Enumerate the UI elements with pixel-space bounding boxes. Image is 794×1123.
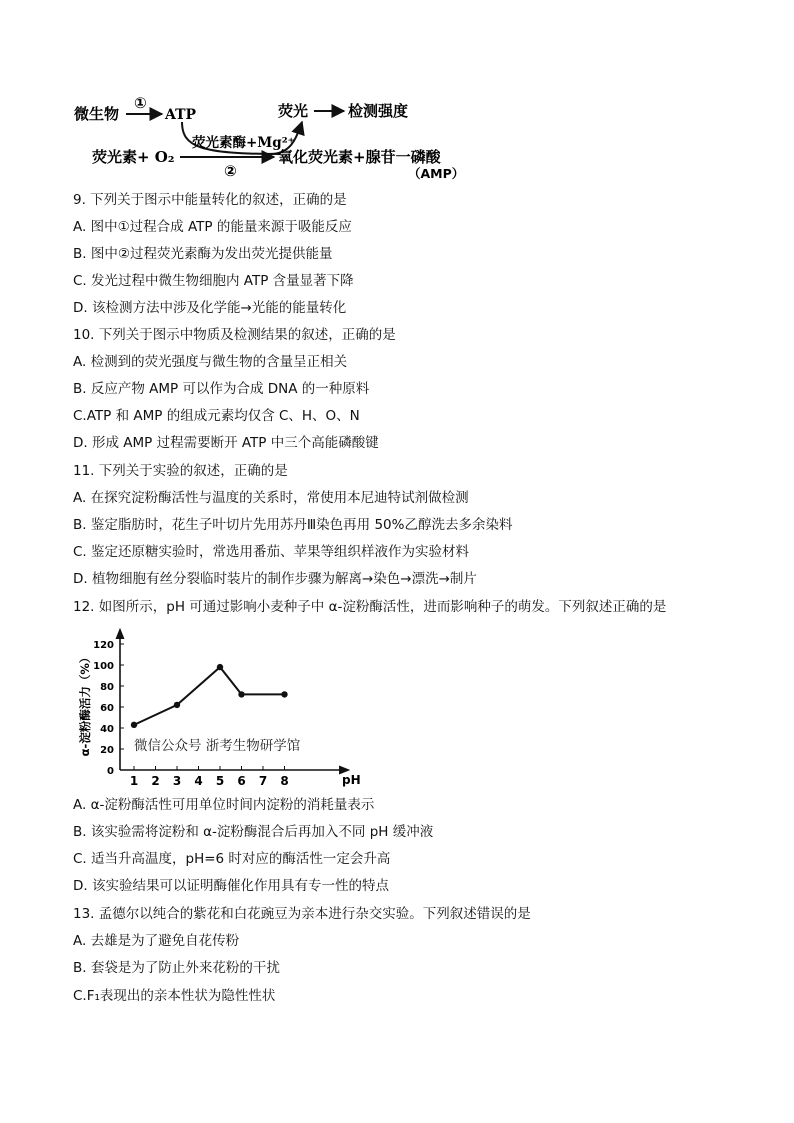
detect-label: 检测强度 bbox=[348, 102, 409, 120]
substrate-label: 荧光素+ O₂ bbox=[92, 148, 175, 166]
reaction-diagram bbox=[70, 92, 490, 184]
q11-stem: 11. 下列关于实验的叙述，正确的是 bbox=[73, 463, 288, 479]
x-tick-label: 4 bbox=[194, 774, 203, 788]
data-point bbox=[281, 691, 287, 697]
amp-label: （AMP） bbox=[408, 166, 465, 181]
step-2-label: ② bbox=[224, 162, 237, 180]
watermark-text: 微信公众号 浙考生物研学馆 bbox=[134, 738, 301, 754]
x-axis-label: pH bbox=[342, 773, 361, 787]
y-tick-label: 0 bbox=[107, 766, 114, 777]
q10-stem: 10. 下列关于图示中物质及检测结果的叙述，正确的是 bbox=[73, 327, 396, 343]
q10-option-d: D. 形成 AMP 过程需要断开 ATP 中三个高能磷酸键 bbox=[73, 435, 379, 451]
atp-label: ATP bbox=[165, 107, 197, 123]
q9-option-a: A. 图中①过程合成 ATP 的能量来源于吸能反应 bbox=[73, 219, 352, 235]
y-tick-label: 120 bbox=[93, 640, 114, 651]
q12-option-a: A. α-淀粉酶活性可用单位时间内淀粉的消耗量表示 bbox=[73, 797, 375, 813]
data-point bbox=[131, 722, 137, 728]
x-tick-label: 2 bbox=[151, 774, 160, 788]
activity-line bbox=[134, 667, 285, 725]
y-tick-label: 80 bbox=[100, 682, 114, 693]
microbe-label: 微生物 bbox=[74, 105, 120, 123]
q9-stem: 9. 下列关于图示中能量转化的叙述，正确的是 bbox=[73, 192, 347, 208]
q11-option-a: A. 在探究淀粉酶活性与温度的关系时，常使用本尼迪特试剂做检测 bbox=[73, 490, 469, 506]
q12-option-c: C. 适当升高温度，pH=6 时对应的酶活性一定会升高 bbox=[73, 851, 391, 867]
x-tick-label: 5 bbox=[215, 774, 225, 788]
x-tick-label: 8 bbox=[280, 774, 289, 788]
enzyme-activity-chart bbox=[72, 622, 362, 790]
data-point bbox=[174, 702, 180, 708]
x-tick-label: 7 bbox=[258, 774, 268, 788]
q12-option-b: B. 该实验需将淀粉和 α-淀粉酶混合后再加入不同 pH 缓冲液 bbox=[73, 824, 434, 840]
product-label: 氧化荧光素+腺苷一磷酸 bbox=[278, 148, 441, 166]
q10-option-b: B. 反应产物 AMP 可以作为合成 DNA 的一种原料 bbox=[73, 381, 370, 397]
fluorescence-label: 荧光 bbox=[278, 102, 309, 120]
q13-option-c: C.F₁表现出的亲本性状为隐性性状 bbox=[73, 988, 276, 1004]
q12-option-d: D. 该实验结果可以证明酶催化作用具有专一性的特点 bbox=[73, 878, 389, 894]
y-tick-label: 40 bbox=[100, 724, 114, 735]
data-point bbox=[217, 664, 223, 670]
y-tick-label: 20 bbox=[100, 745, 114, 756]
y-axis-label: α-淀粉酶活力（%） bbox=[78, 651, 92, 757]
x-tick-label: 1 bbox=[129, 774, 139, 788]
q9-option-b: B. 图中②过程荧光素酶为发出荧光提供能量 bbox=[73, 246, 333, 262]
q13-stem: 13. 孟德尔以纯合的紫花和白花豌豆为亲本进行杂交实验。下列叙述错误的是 bbox=[73, 906, 531, 922]
enzyme-label: 荧光素酶+Mg²⁺ bbox=[192, 135, 295, 151]
q13-option-a: A. 去雄是为了避免自花传粉 bbox=[73, 933, 240, 949]
data-point bbox=[238, 691, 244, 697]
q10-option-a: A. 检测到的荧光强度与微生物的含量呈正相关 bbox=[73, 354, 348, 370]
q11-option-c: C. 鉴定还原糖实验时，常选用番茄、苹果等组织样液作为实验材料 bbox=[73, 544, 470, 560]
step-1-label: ① bbox=[134, 94, 147, 112]
q13-option-b: B. 套袋是为了防止外来花粉的干扰 bbox=[73, 960, 280, 976]
q9-option-d: D. 该检测方法中涉及化学能→光能的能量转化 bbox=[73, 300, 347, 316]
q12-stem: 12. 如图所示，pH 可通过影响小麦种子中 α-淀粉酶活性，进而影响种子的萌发。下列叙述正确的是 bbox=[73, 599, 667, 615]
q11-option-d: D. 植物细胞有丝分裂临时装片的制作步骤为解离→染色→漂洗→制片 bbox=[73, 571, 477, 587]
q9-option-c: C. 发光过程中微生物细胞内 ATP 含量显著下降 bbox=[73, 273, 354, 289]
q10-option-c: C.ATP 和 AMP 的组成元素均仅含 C、H、O、N bbox=[73, 408, 360, 424]
x-tick-label: 6 bbox=[237, 774, 246, 788]
q11-option-b: B. 鉴定脂肪时，花生子叶切片先用苏丹Ⅲ染色再用 50%乙醇洗去多余染料 bbox=[73, 517, 513, 533]
y-tick-label: 100 bbox=[93, 661, 114, 672]
y-tick-label: 60 bbox=[100, 703, 114, 714]
x-tick-label: 3 bbox=[172, 774, 182, 788]
